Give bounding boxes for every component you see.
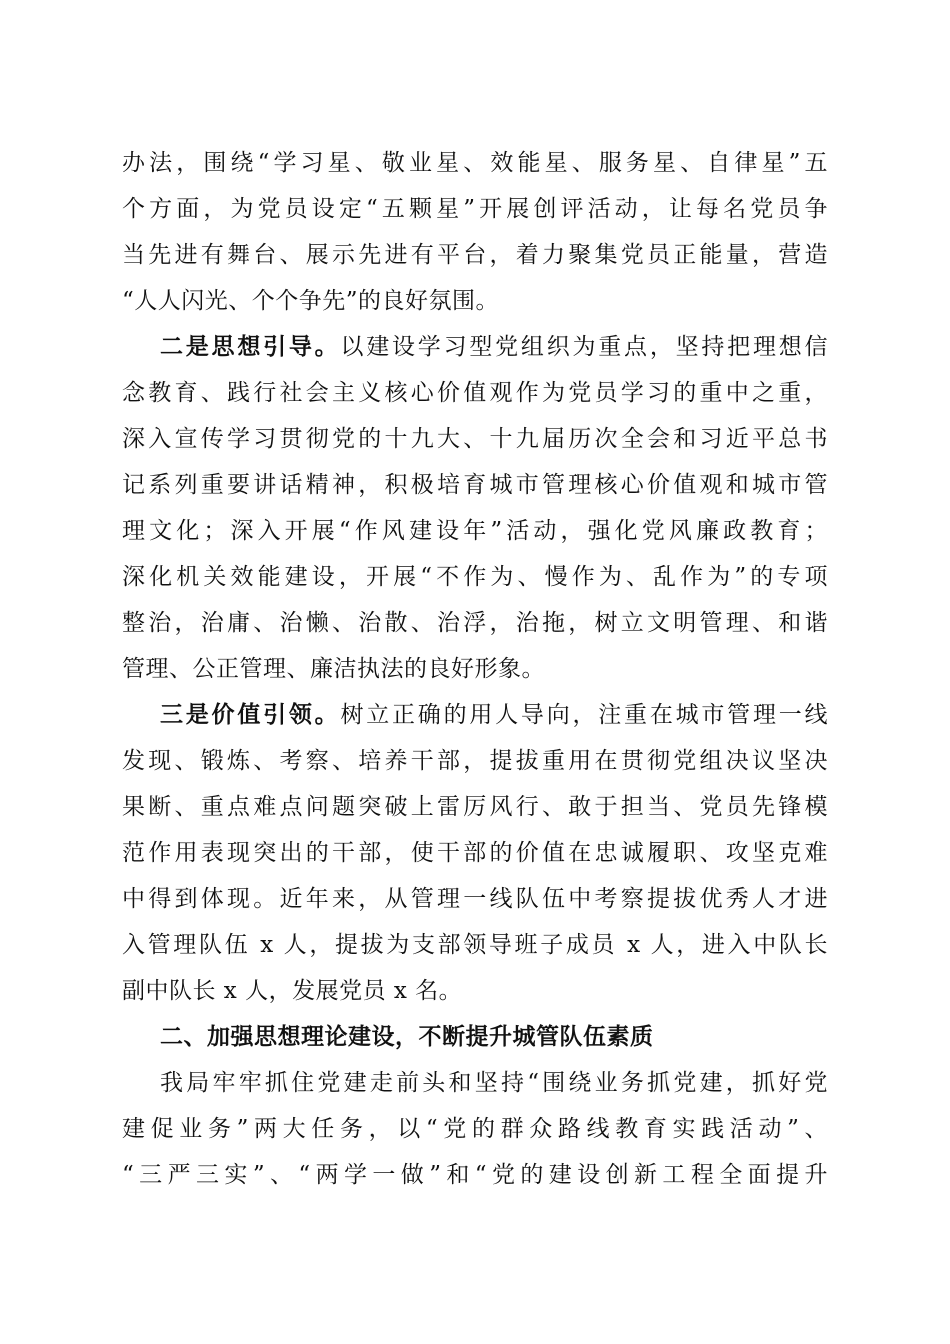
- text-line: 整治，治庸、治懒、治散、治浮，治拖，树立文明管理、和谐: [122, 610, 828, 636]
- text-line: 深化机关效能建设，开展“不作为、慢作为、乱作为”的专项: [122, 564, 828, 590]
- text-line: [122, 324, 828, 370]
- text-run: 以建设学习型党组织为重点，坚持把理想信: [340, 334, 829, 360]
- text-line: 念教育、践行社会主义核心价值观作为党员学习的重中之重，: [122, 380, 828, 406]
- paragraph-lead: 三是价值引领。: [160, 701, 341, 728]
- text-line: 建促业务”两大任务，以“党的群众路线教育实践活动”、: [122, 1116, 828, 1142]
- paragraph-party-building: [122, 1060, 828, 1198]
- text-line: 记系列重要讲话精神，积极培育城市管理核心价值观和城市管: [122, 472, 828, 498]
- text-line: 办法，围绕“学习星、敬业星、效能星、服务星、自律星”五: [122, 150, 828, 176]
- text-line: 当先进有舞台、展示先进有平台，着力聚集党员正能量，营造: [122, 242, 828, 268]
- text-line: 范作用表现突出的干部，使干部的价值在忠诚履职、攻坚克难: [122, 840, 828, 866]
- text-line: 中得到体现。近年来，从管理一线队伍中考察提拔优秀人才进: [122, 886, 828, 912]
- text-run: 树立正确的用人导向，注重在城市管理一线: [340, 702, 829, 728]
- text-line: [122, 692, 828, 738]
- paragraph-lead: 二是思想引导。: [160, 333, 341, 360]
- text-line: “人人闪光、个个争先”的良好氛围。: [122, 288, 500, 314]
- text-line: 副中队长 x 人，发展党员 x 名。: [122, 978, 463, 1004]
- paragraph-value-leading: [122, 692, 828, 1014]
- text-line: “三严三实”、“两学一做”和“党的建设创新工程全面提升: [122, 1162, 828, 1188]
- text-line: 果断、重点难点问题突破上雷厉风行、敢于担当、党员先锋模: [122, 794, 828, 820]
- text-line: 我局牢牢抓住党建走前头和坚持“围绕业务抓党建，抓好党: [160, 1070, 828, 1096]
- text-line: 管理、公正管理、廉洁执法的良好形象。: [122, 656, 545, 682]
- text-line: 个方面，为党员设定“五颗星”开展创评活动，让每名党员争: [122, 196, 828, 222]
- text-line: 深入宣传学习贯彻党的十九大、十九届历次全会和习近平总书: [122, 426, 828, 452]
- text-line: 入管理队伍 x 人，提拔为支部领导班子成员 x 人，进入中队长: [122, 932, 828, 958]
- document-body: [122, 140, 828, 1198]
- paragraph-continuation: [122, 140, 828, 324]
- text-line: 理文化；深入开展“作风建设年”活动，强化党风廉政教育；: [122, 518, 828, 544]
- text-line: 发现、锻炼、考察、培养干部，提拔重用在贯彻党组决议坚决: [122, 748, 828, 774]
- section-heading: 二、加强思想理论建设，不断提升城管队伍素质: [160, 1024, 654, 1050]
- paragraph-ideology-guidance: [122, 324, 828, 692]
